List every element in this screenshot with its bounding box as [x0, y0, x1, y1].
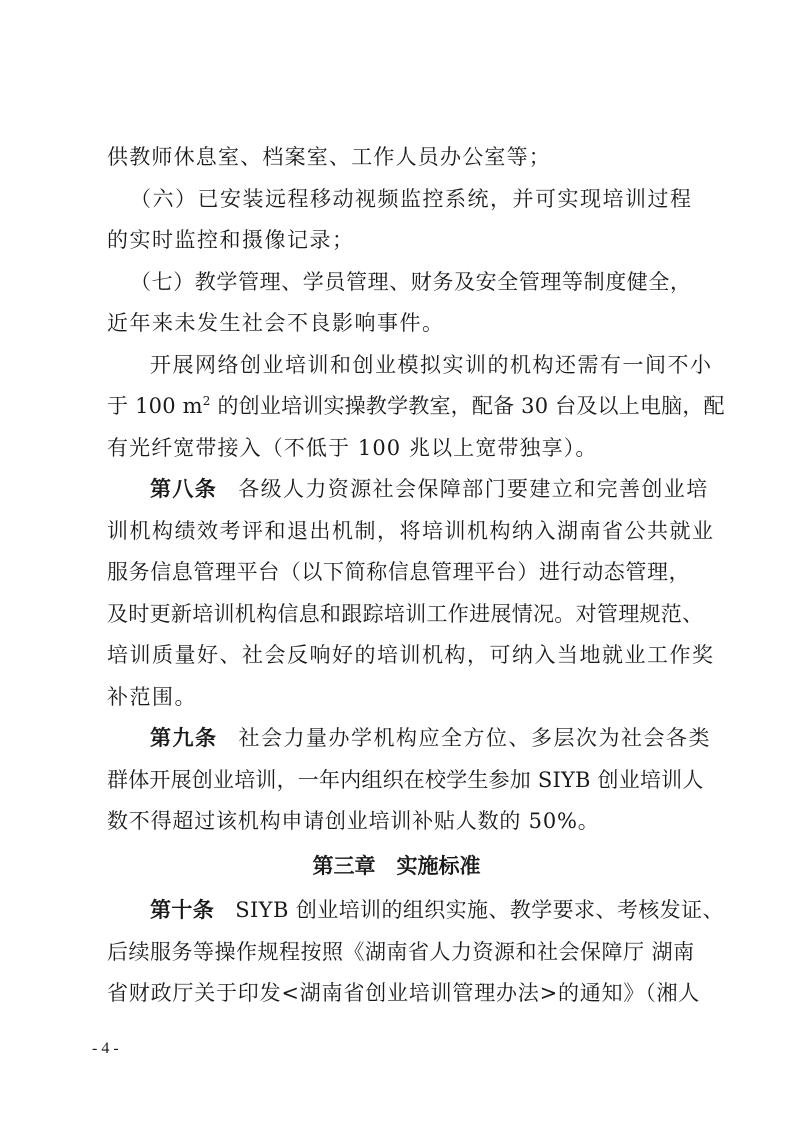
- text-line: 补范围。: [107, 685, 197, 709]
- text-segment: 社会力量办学机构应全方位、多层次为社会各类: [238, 726, 711, 750]
- chapter-heading: 第三章 实施标准: [312, 854, 481, 878]
- text-line: 省财政厅关于印发<湖南省创业培训管理办法>的通知》（湘人: [107, 981, 701, 1005]
- text-line: 数不得超过该机构申请创业培训补贴人数的 50%。: [107, 809, 600, 833]
- text-line: 服务信息管理平台（以下简称信息管理平台）进行动态管理，: [107, 560, 691, 584]
- text-line: [107, 386, 725, 426]
- article-label: 第十条: [150, 898, 215, 922]
- text-line: 近年来未发生社会不良影响事件。: [107, 311, 445, 335]
- text-segment: 各级人力资源社会保障部门要建立和完善创业培: [238, 477, 709, 501]
- text-line: 有光纤宽带接入（不低于 100 兆以上宽带独享）。: [107, 436, 598, 460]
- text-line: 训机构绩效考评和退出机制，将培训机构纳入湖南省公共就业: [107, 519, 715, 543]
- article-label: 第九条: [150, 726, 218, 750]
- text-line: [150, 469, 709, 509]
- article-label: 第八条: [150, 477, 218, 501]
- text-segment: 的创业培训实操教学教室，配备 30 台及以上电脑，配: [210, 394, 725, 418]
- text-line: 及时更新培训机构信息和跟踪培训工作进展情况。对管理规范、: [107, 602, 704, 626]
- text-line: [150, 890, 724, 930]
- text-line: 的实时监控和摄像记录；: [107, 228, 355, 252]
- text-line: 培训质量好、社会反响好的培训机构，可纳入当地就业工作奖: [107, 643, 715, 667]
- text-line: 供教师休息室、档案室、工作人员办公室等；: [107, 145, 551, 169]
- text-line: （七）教学管理、学员管理、财务及安全管理等制度健全，: [130, 270, 692, 294]
- text-line: [150, 718, 711, 758]
- text-line: 开展网络创业培训和创业模拟实训的机构还需有一间不小: [150, 353, 713, 377]
- text-line: 后续服务等操作规程按照《湖南省人力资源和社会保障厅 湖南: [107, 940, 695, 964]
- page-number: - 4 -: [92, 1040, 119, 1057]
- text-line: 群体开展创业培训，一年内组织在校学生参加 SIYB 创业培训人: [107, 768, 704, 792]
- text-segment: SIYB 创业培训的组织实施、教学要求、考核发证、: [235, 898, 724, 922]
- text-segment: 于 100 m: [107, 394, 203, 418]
- text-line: （六）已安装远程移动视频监控系统，并可实现培训过程: [130, 187, 693, 211]
- superscript: 2: [202, 394, 211, 408]
